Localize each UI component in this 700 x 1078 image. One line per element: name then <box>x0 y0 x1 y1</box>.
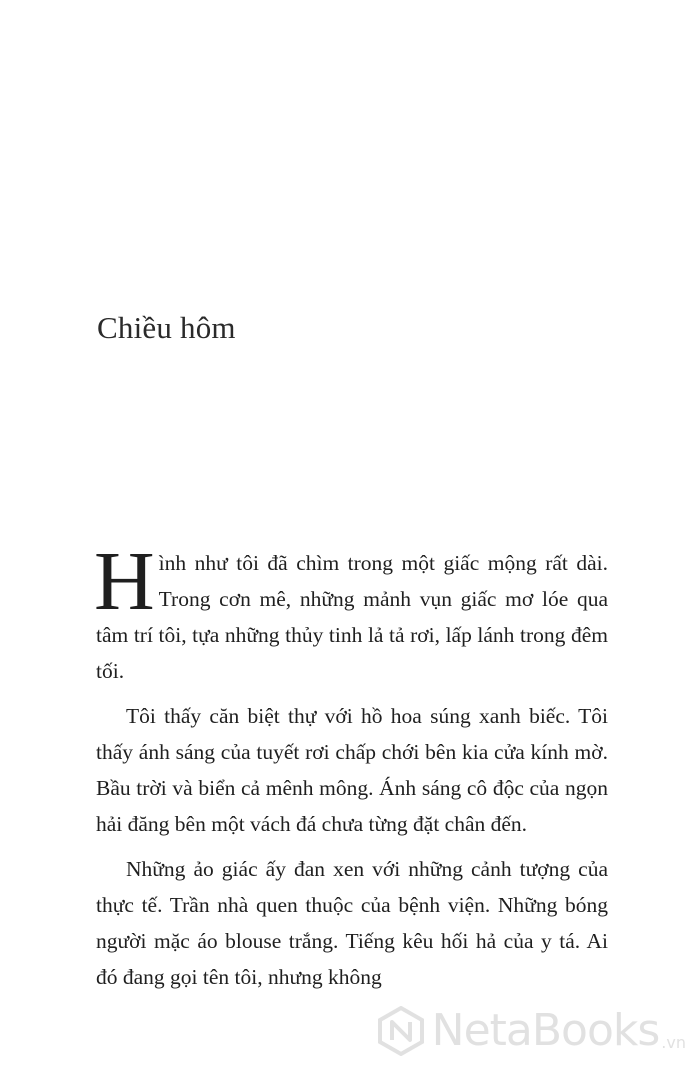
watermark <box>376 1006 686 1056</box>
drop-cap: H <box>94 535 155 628</box>
chapter-body <box>94 535 608 1004</box>
watermark-brand: NetaBooks <box>431 1005 660 1056</box>
watermark-suffix: .vn <box>661 1033 686 1052</box>
paragraph-1-text: ình như tôi đã chìm trong một giấc mộng rất dài. Trong cơn mê, những mảnh vụn giấc mơ lóe qua tâm trí tôi, tựa những thủy tinh lả tả rơi, lấp lánh trong đêm tối. <box>96 551 608 683</box>
paragraph-3: Những ảo giác ấy đan xen với những cảnh tượng của thực tế. Trần nhà quen thuộc của bệnh viện. Những bóng người mặc áo blouse trắng. Tiếng kêu hối hả của y tá. Ai đó đang gọi tên tôi, nhưng không <box>96 857 608 989</box>
netabooks-logo-icon <box>376 1006 426 1056</box>
paragraph-2: Tôi thấy căn biệt thự với hồ hoa súng xanh biếc. Tôi thấy ánh sáng của tuyết rơi chấp chới bên kia cửa kính mờ. Bầu trời và biển cả mênh mông. Ánh sáng cô độc của ngọn hải đăng bên một vách đá chưa từng đặt chân đến. <box>96 704 608 836</box>
paragraph-1 <box>94 535 608 689</box>
chapter-title: Chiều hôm <box>97 310 236 345</box>
